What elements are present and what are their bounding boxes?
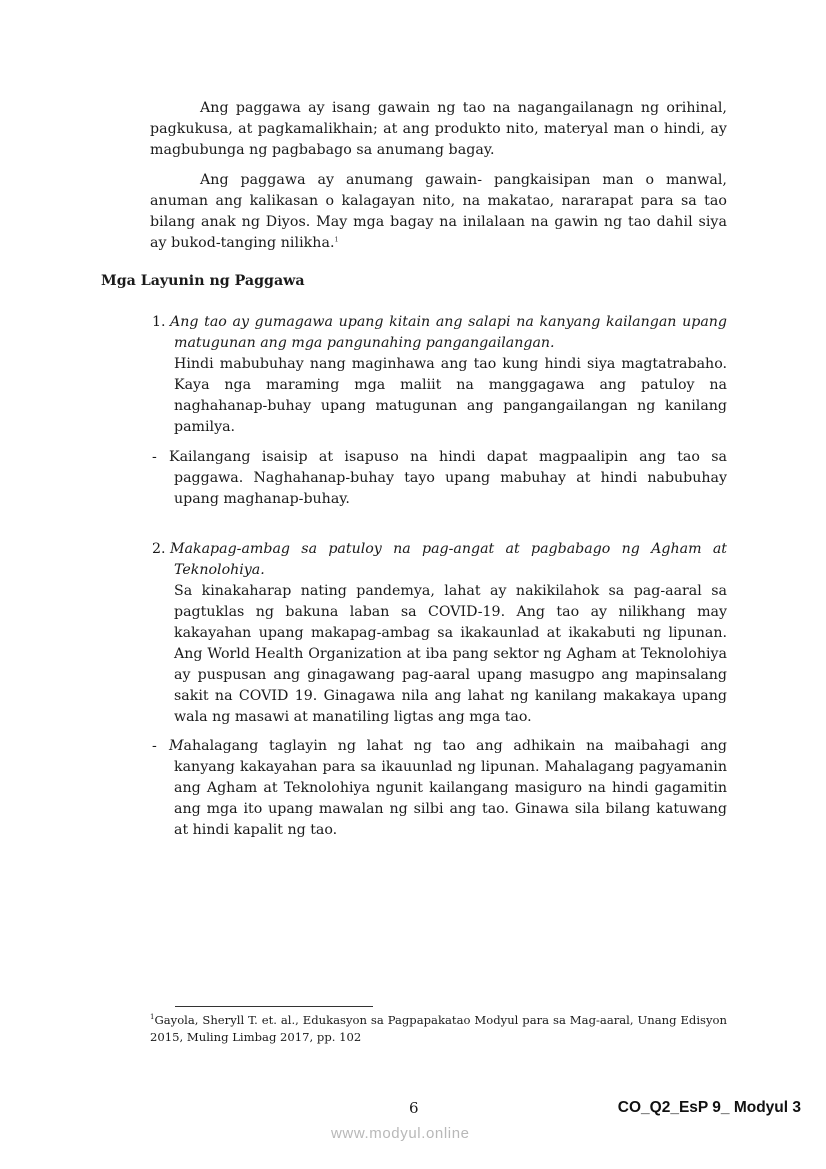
list-item-body: ahalagang taglayin ng lahat ng tao ang adhikain na maibahagi ang kanyang kakayahan para sa ikauunlad ng lipunan. Mahalagang pagyamanin ang Agham at Teknolohiya ngunit kailangang masiguro na hindi gagamitin ang mga ito upang mawalan ng silbi ang tao. Ginawa sila bilang katuwang at hindi kapalit ng tao. (174, 738, 727, 838)
page-number: 6 (409, 1099, 419, 1117)
footnote-number: 1 (150, 1013, 155, 1022)
section-heading: Mga Layunin ng Paggawa (101, 273, 305, 289)
footnote (150, 1012, 727, 1046)
list-marker: - (152, 449, 157, 465)
list-item-body: Sa kinakaharap nating pandemya, lahat ay nakikilahok sa pag-aaral sa pagtuklas ng bakuna laban sa COVID-19. Ang tao ay nilikhang may kakayahan upang makapag-ambag sa ikakaunlad at ikakabuti ng lipunan. Ang World Health Organization at iba pang sektor ng Agham at Teknolohiya ay puspusan ang ginagawang pag-aaral upang masugpo ang mapinsalang sakit na COVID 19. Ginagawa nila ang lahat ng kanilang makakaya upang wala ng masawi at manatiling ligtas ang mga tao. (174, 583, 727, 725)
list-item-body: Kailangang isaisip at isapuso na hindi dapat magpaalipin ang tao sa paggawa. Naghahanap-buhay tayo upang mabuhay at hindi nabubuhay upang maghanap-buhay. (169, 449, 727, 507)
list-item-note-2 (152, 736, 727, 841)
list-marker: 1. (152, 314, 166, 330)
list-marker: - (152, 738, 157, 754)
list-marker: 2. (152, 541, 166, 557)
watermark: www.modyul.online (331, 1125, 470, 1142)
footnote-reference[interactable]: 1 (334, 236, 339, 244)
footnote-separator (175, 1006, 373, 1007)
list-item-title: Ang tao ay gumagawa upang kitain ang salapi na kanyang kailangan upang matugunan ang mga pangunahing pangangailangan. (170, 314, 727, 351)
footnote-text: Gayola, Sheryll T. et. al., Edukasyon sa Pagpapakatao Modyul para sa Mag-aaral, Unang Edisyon 2015, Muling Limbag 2017, pp. 102 (150, 1013, 727, 1044)
paragraph-text: Ang paggawa ay anumang gawain- pangkaisipan man o manwal, anuman ang kalikasan o kalagayan nito, na makatao, nararapat para sa tao bilang anak ng Diyos. May mga bagay na inilalaan na gawin ng tao dahil siya ay bukod-tanging nilikha. (150, 172, 727, 251)
intro-paragraph-1 (150, 98, 727, 161)
intro-paragraph-2 (150, 170, 727, 254)
module-code: CO_Q2_EsP 9_ Modyul 3 (617, 1099, 801, 1116)
paragraph-text: Ang paggawa ay isang gawain ng tao na nagangailanagn ng orihinal, pagkukusa, at pagkamalikhain; at ang produkto nito, materyal man o hindi, ay magbubunga ng pagbabago sa anumang bagay. (150, 100, 727, 158)
list-item-2 (152, 539, 727, 728)
list-item-1 (152, 312, 727, 438)
list-item-initial: M (169, 738, 184, 754)
list-item-title: Makapag-ambag sa patuloy na pag-angat at pagbabago ng Agham at Teknolohiya. (170, 541, 727, 578)
list-item-body: Hindi mabubuhay nang maginhawa ang tao kung hindi siya magtatrabaho. Kaya nga maraming mga maliit na manggagawa ang patuloy na naghahanap-buhay upang matugunan ang pangangailangan ng kanilang pamilya. (174, 356, 727, 435)
list-item-note-1 (152, 447, 727, 510)
